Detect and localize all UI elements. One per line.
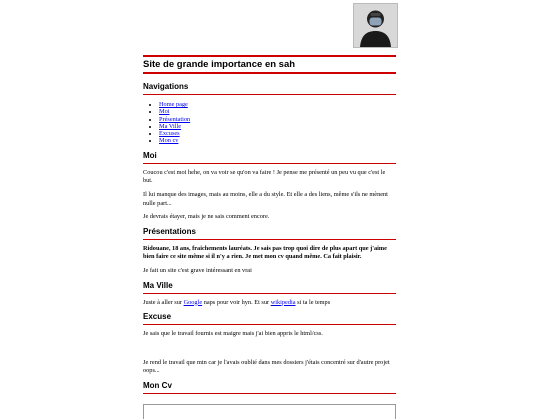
ville-heading: Ma Ville (143, 281, 396, 294)
title-bottom-rule (143, 72, 396, 74)
nav-item-presentation (159, 116, 396, 123)
moi-paragraph: Je devrais étayer, mais je ne sais comment encore. (143, 213, 270, 221)
nav-link-home[interactable]: Home page (159, 101, 188, 108)
nav-item-cv (159, 137, 396, 144)
cv-embed-frame[interactable] (143, 404, 396, 419)
cv-heading: Mon Cv (143, 381, 396, 394)
nav-link-cv[interactable]: Mon cv (159, 137, 179, 145)
presentations-heading: Présentations (143, 227, 396, 240)
moi-paragraph: Il lui manque des images, mais au moins, elle a du style. Et elle a des liens, même s'ils ne mènent nulle part... (143, 190, 388, 207)
nav-list (143, 101, 396, 145)
google-link[interactable]: Google (183, 298, 203, 306)
nav-link-ville[interactable]: Ma Ville (159, 122, 182, 130)
presentation-text: Je fait un site c'est grave intéressant en vrai (143, 266, 252, 274)
ville-paragraph: Juste à aller sur Google naps pour voir hyn. Et sur wikipedia si ta le temps (143, 298, 331, 306)
moi-paragraph: Coucou c'est moi hehe, on va voir se qu'on va faire ! Je pense me présenté un peu vu que c'est le but. (143, 168, 386, 185)
avatar (353, 3, 398, 48)
excuse-heading: Excuse (143, 312, 396, 325)
moi-heading: Moi (143, 151, 396, 164)
wikipedia-link[interactable]: wikipedia (270, 298, 296, 306)
nav-link-moi[interactable]: Moi (159, 108, 170, 116)
excuse-paragraph: Je sais que le travail fournis est maigre mais j'ai bien appris le html/css. (143, 330, 323, 338)
nav-heading: Navigations (143, 82, 396, 95)
person-avatar-icon (354, 4, 397, 47)
nav-item-moi (159, 108, 396, 115)
presentation-bold-text: Ridouane, 18 ans, fraichements lauréats. Je sais pas trop quoi dire de plus apart que j'aime bien faire ce site même si il n'y a rien. Je met mon cv quand même. Ca fait plaisir. (143, 244, 387, 261)
nav-link-presentation[interactable]: Présentation (159, 115, 191, 123)
nav-item-home (159, 101, 396, 108)
nav-item-ville (159, 123, 396, 130)
nav-link-excuses[interactable]: Excuses (159, 130, 180, 138)
excuse-paragraph: Je rend le travail que mtn car je l'avais oublié dans mes dossiers j'étais concentré sur d'autre projet oops... (143, 358, 390, 375)
nav-item-excuses (159, 130, 396, 137)
page-title: Site de grande importance en sah (143, 59, 296, 70)
main-content (143, 55, 396, 419)
